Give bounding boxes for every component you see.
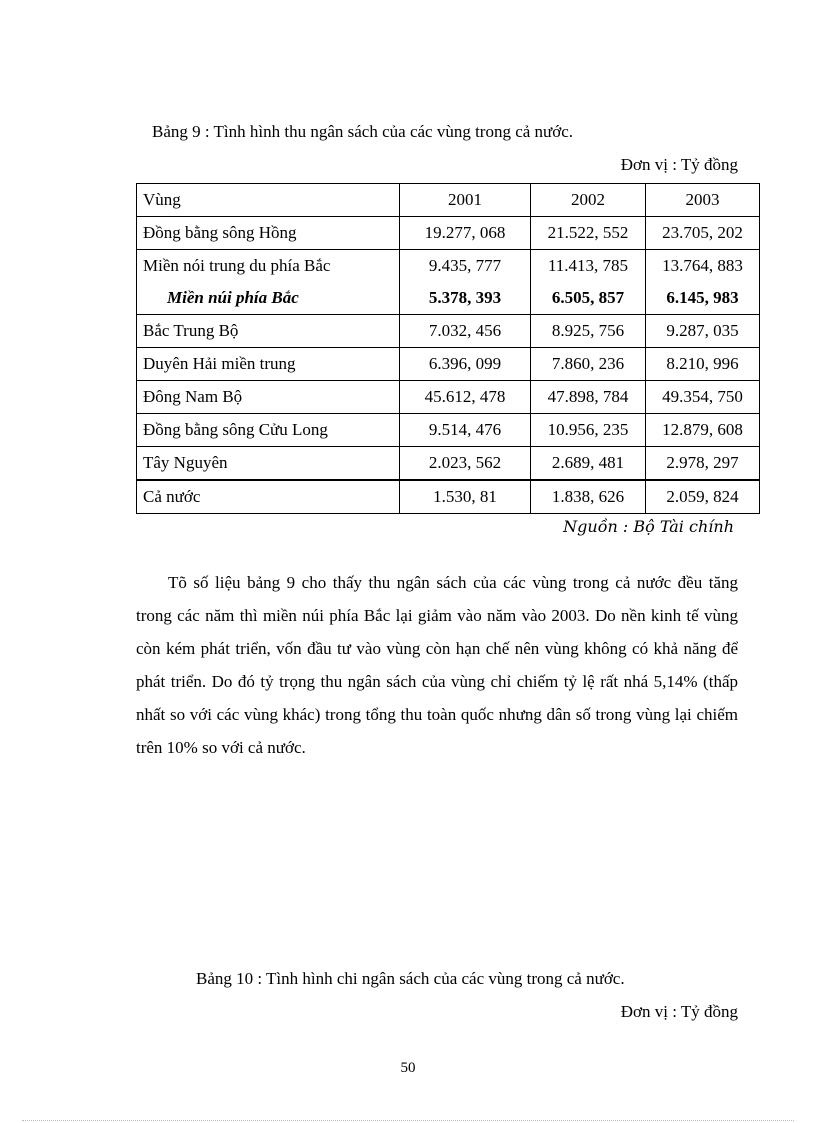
- region-cell: Tây Nguyên: [137, 447, 400, 481]
- table-total-row: [137, 480, 760, 514]
- table9-unit: Đơn vị : Tỷ đồng: [620, 155, 738, 174]
- value-cell: 6.505, 857: [531, 282, 646, 315]
- header-cell: 2003: [646, 184, 760, 217]
- value-cell: 49.354, 750: [646, 381, 760, 414]
- table-row: [137, 315, 760, 348]
- page-bottom-divider: [22, 1120, 794, 1121]
- value-cell: 10.956, 235: [531, 414, 646, 447]
- value-cell: 9.435, 777: [400, 250, 531, 283]
- value-cell: 13.764, 883: [646, 250, 760, 283]
- value-cell: 2.023, 562: [400, 447, 531, 481]
- value-cell: 5.378, 393: [400, 282, 531, 315]
- region-cell: Đồng bằng sông Hồng: [137, 217, 400, 250]
- value-cell: 2.689, 481: [531, 447, 646, 481]
- value-cell: 23.705, 202: [646, 217, 760, 250]
- value-cell: 9.514, 476: [400, 414, 531, 447]
- table-row: [137, 381, 760, 414]
- region-cell: Đông Nam Bộ: [137, 381, 400, 414]
- table-row: [137, 282, 760, 315]
- value-cell: 1.530, 81: [400, 480, 531, 514]
- table-header-row: [137, 184, 760, 217]
- value-cell: 6.396, 099: [400, 348, 531, 381]
- table-row: [137, 348, 760, 381]
- table10-unit: Đơn vị : Tỷ đồng: [620, 1002, 738, 1021]
- value-cell: 1.838, 626: [531, 480, 646, 514]
- value-cell: 8.210, 996: [646, 348, 760, 381]
- table9-caption: Bảng 9 : Tình hình thu ngân sách của các vùng trong cả nước.: [152, 122, 574, 141]
- table-row: [137, 250, 760, 283]
- region-cell: Cả nước: [137, 480, 400, 514]
- value-cell: 12.879, 608: [646, 414, 760, 447]
- value-cell: 11.413, 785: [531, 250, 646, 283]
- value-cell: 6.145, 983: [646, 282, 760, 315]
- table-row: [137, 414, 760, 447]
- table-row: [137, 447, 760, 481]
- value-cell: 7.860, 236: [531, 348, 646, 381]
- body-paragraph: [136, 566, 738, 764]
- region-cell: Bắc Trung Bộ: [137, 315, 400, 348]
- page-number: 50: [400, 1060, 416, 1076]
- value-cell: 2.978, 297: [646, 447, 760, 481]
- region-cell: Miền nói trung du phía Bắc: [137, 250, 400, 283]
- value-cell: 19.277, 068: [400, 217, 531, 250]
- header-cell: 2001: [400, 184, 531, 217]
- value-cell: 9.287, 035: [646, 315, 760, 348]
- value-cell: 7.032, 456: [400, 315, 531, 348]
- budget-revenue-table: [136, 183, 760, 514]
- header-cell: Vùng: [137, 184, 400, 217]
- header-cell: 2002: [531, 184, 646, 217]
- table-row: [137, 217, 760, 250]
- value-cell: 47.898, 784: [531, 381, 646, 414]
- value-cell: 45.612, 478: [400, 381, 531, 414]
- region-cell: Duyên Hải miền trung: [137, 348, 400, 381]
- value-cell: 8.925, 756: [531, 315, 646, 348]
- paragraph-text: Tõ số liệu bảng 9 cho thấy thu ngân sách của các vùng trong cả nước đều tăng trong các năm thì miền núi phía Bắc lại giảm vào năm vào 2003. Do nền kinh tế vùng còn kém phát triển, vốn đầu tư vào vùng còn hạn chế nên vùng không có khả năng để phát triển. Do đó tỷ trọng thu ngân sách của vùng chỉ chiếm tỷ lệ rất nhá 5,14% (thấp nhất so với các vùng khác) trong tổng thu toàn quốc nhưng dân số trong vùng lại chiếm trên 10% so với cả nước.: [136, 573, 738, 757]
- table9-source: Nguồn : Bộ Tài chính: [563, 517, 734, 536]
- region-cell: Đồng bằng sông Cửu Long: [137, 414, 400, 447]
- value-cell: 2.059, 824: [646, 480, 760, 514]
- table10-caption: Bảng 10 : Tình hình chi ngân sách của các vùng trong cả nước.: [196, 969, 625, 988]
- region-cell: Miền núi phía Bắc: [137, 282, 400, 315]
- value-cell: 21.522, 552: [531, 217, 646, 250]
